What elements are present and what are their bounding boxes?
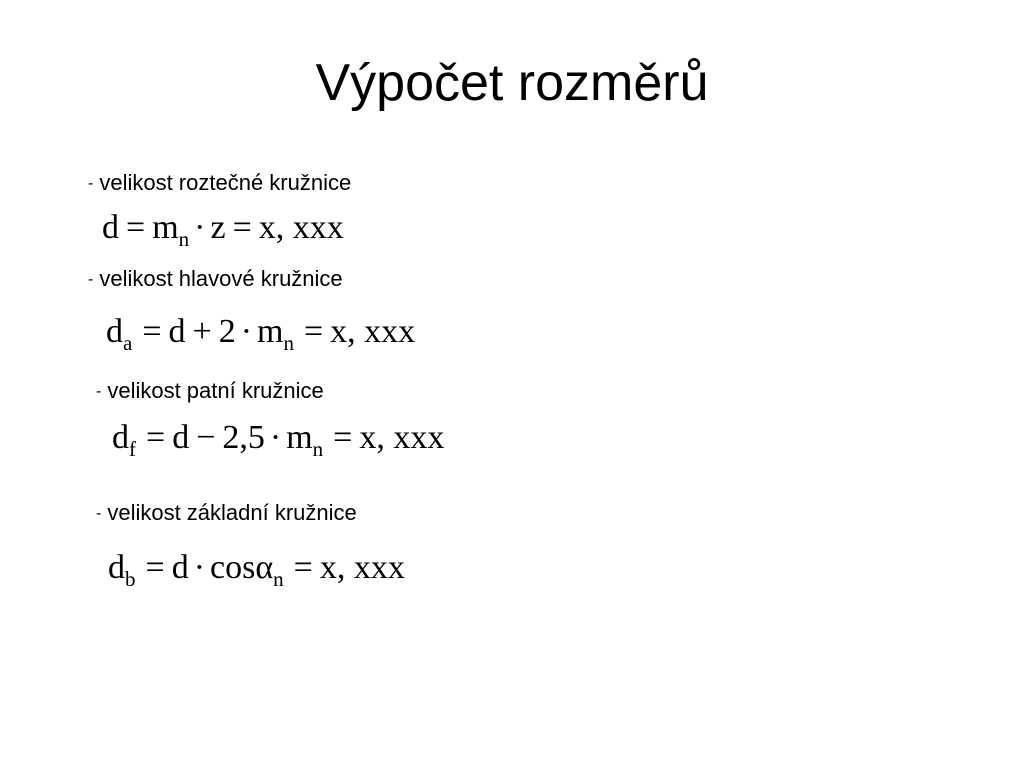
formula-equals: =: [146, 419, 166, 456]
formula-subscript: n: [312, 437, 324, 461]
bullet-dash: -: [88, 271, 94, 288]
formula-symbol: d: [102, 209, 119, 246]
formula-subscript: n: [283, 331, 294, 355]
bullet-tip-circle: [88, 266, 343, 295]
formula-equals: =: [333, 419, 353, 456]
bullet-dash: -: [96, 505, 102, 522]
formula-plus: +: [192, 313, 212, 350]
formula-pitch-diameter: [102, 208, 344, 251]
formula-subscript: a: [123, 331, 133, 355]
formula-equals: =: [303, 313, 324, 350]
formula-function: cos: [210, 549, 256, 586]
formula-symbol: α: [255, 549, 274, 586]
formula-multiply: ·: [269, 419, 282, 456]
formula-subscript: n: [273, 567, 284, 591]
formula-equals: =: [293, 549, 313, 586]
formula-multiply: ·: [194, 209, 206, 246]
formula-subscript: b: [125, 567, 136, 591]
formula-base-diameter: [108, 548, 405, 591]
formula-multiply: ·: [240, 313, 253, 350]
bullet-dash: -: [88, 175, 94, 192]
formula-equals: =: [126, 209, 146, 246]
bullet-root-circle: [96, 378, 324, 407]
formula-symbol: d: [168, 313, 186, 350]
formula-symbol: d: [171, 549, 189, 586]
formula-subscript: f: [129, 437, 136, 461]
formula-result: x, xxx: [258, 209, 344, 246]
formula-symbol: d: [112, 419, 129, 456]
formula-result: x, xxx: [359, 419, 445, 456]
formula-multiply: ·: [193, 549, 206, 586]
formula-number: 2: [218, 313, 236, 350]
formula-result: x, xxx: [330, 313, 416, 350]
formula-symbol: d: [106, 313, 123, 350]
bullet-base-circle: [96, 500, 357, 529]
formula-result: x, xxx: [319, 549, 405, 586]
formula-symbol: z: [210, 209, 226, 246]
bullet-text: velikost základní kružnice: [107, 500, 357, 525]
formula-symbol: m: [286, 419, 313, 456]
formula-equals: =: [232, 209, 252, 246]
formula-tip-diameter: [106, 312, 416, 355]
bullet-dash: -: [96, 383, 102, 400]
formula-symbol: d: [172, 419, 190, 456]
formula-equals: =: [145, 549, 165, 586]
formula-symbol: d: [108, 549, 125, 586]
formula-subscript: n: [178, 227, 190, 251]
bullet-pitch-circle: [88, 170, 351, 199]
formula-symbol: m: [257, 313, 284, 350]
formula-minus: −: [196, 419, 216, 456]
bullet-text: velikost roztečné kružnice: [99, 170, 352, 195]
formula-equals: =: [142, 313, 162, 350]
bullet-text: velikost hlavové kružnice: [99, 266, 343, 291]
formula-number: 2,5: [222, 419, 265, 456]
formula-root-diameter: [112, 418, 445, 461]
slide-title: Výpočet rozměrů: [315, 54, 709, 112]
bullet-text: velikost patní kružnice: [107, 378, 324, 403]
formula-symbol: m: [152, 209, 179, 246]
